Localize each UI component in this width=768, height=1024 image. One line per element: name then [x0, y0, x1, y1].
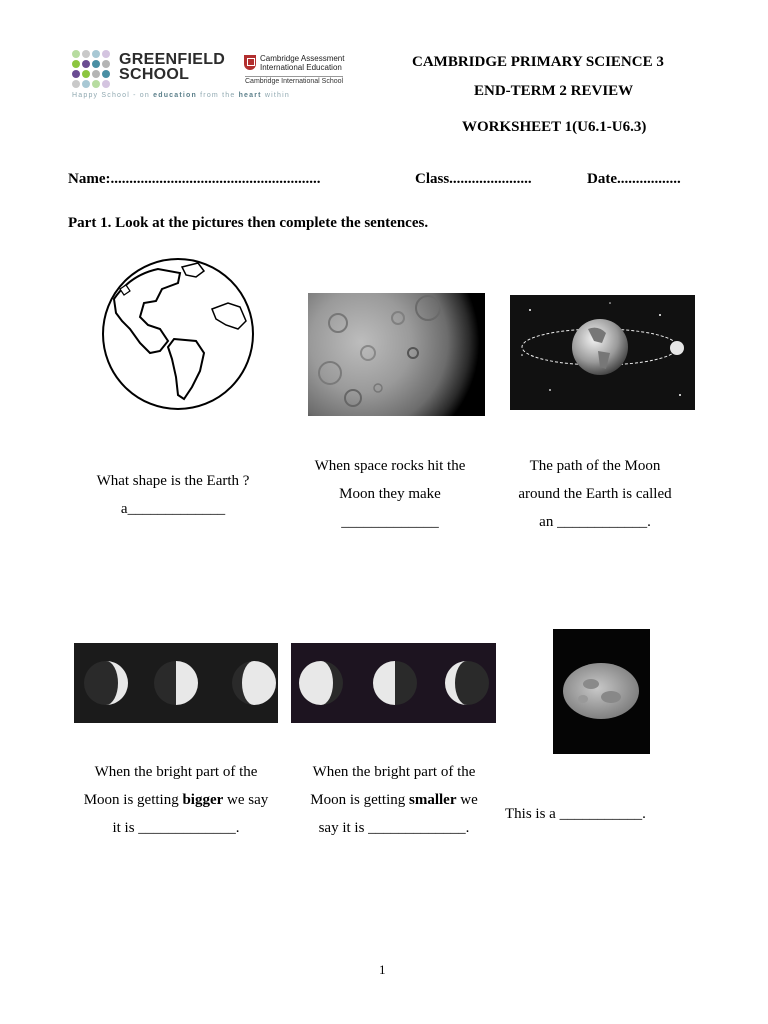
- waning-moon-phases-image: [291, 643, 496, 723]
- full-moon-image: [553, 629, 650, 754]
- moon-orbit-image: [510, 295, 695, 410]
- answer-blank[interactable]: an ____________.: [539, 514, 651, 530]
- school-tagline: Happy School - on education from the heart within: [72, 92, 290, 99]
- name-field[interactable]: Name:........................................................: [68, 171, 321, 187]
- school-name: GREENFIELD SCHOOL: [119, 51, 226, 83]
- part1-heading: Part 1. Look at the pictures then complete the sentences.: [68, 215, 429, 231]
- question-full-moon: This is a ___________.: [505, 806, 646, 822]
- question-waxing: When the bright part of the Moon is getting bigger we say it is _____________.: [66, 758, 286, 842]
- cambridge-logo-text: Cambridge Assessment International Education: [260, 54, 345, 72]
- date-field[interactable]: Date.................: [587, 171, 681, 187]
- question-orbit: The path of the Moon around the Earth is called an ____________.: [495, 452, 695, 536]
- question-earth-shape: What shape is the Earth ? a_____________: [68, 467, 278, 523]
- answer-blank[interactable]: it is _____________.: [112, 820, 240, 836]
- cambridge-shield-icon: [244, 55, 256, 70]
- answer-blank[interactable]: _____________: [341, 514, 439, 530]
- school-logo-icon: [72, 50, 112, 90]
- worksheet-title: CAMBRIDGE PRIMARY SCIENCE 3: [412, 54, 664, 70]
- class-field[interactable]: Class......................: [415, 171, 532, 187]
- cambridge-school-label: Cambridge International School: [245, 78, 344, 85]
- worksheet-code: WORKSHEET 1(U6.1-U6.3): [462, 119, 647, 135]
- page-number: 1: [379, 962, 386, 977]
- question-craters: When space rocks hit the Moon they make _____________: [290, 452, 490, 536]
- answer-blank[interactable]: a_____________: [120, 501, 226, 517]
- earth-outline-image: [100, 255, 256, 413]
- worksheet-subtitle: END-TERM 2 REVIEW: [474, 83, 634, 99]
- question-waning: When the bright part of the Moon is getting smaller we say it is _____________.: [286, 758, 502, 842]
- moon-craters-image: [308, 293, 485, 416]
- answer-blank[interactable]: say it is _____________.: [318, 820, 470, 836]
- waxing-moon-phases-image: [74, 643, 278, 723]
